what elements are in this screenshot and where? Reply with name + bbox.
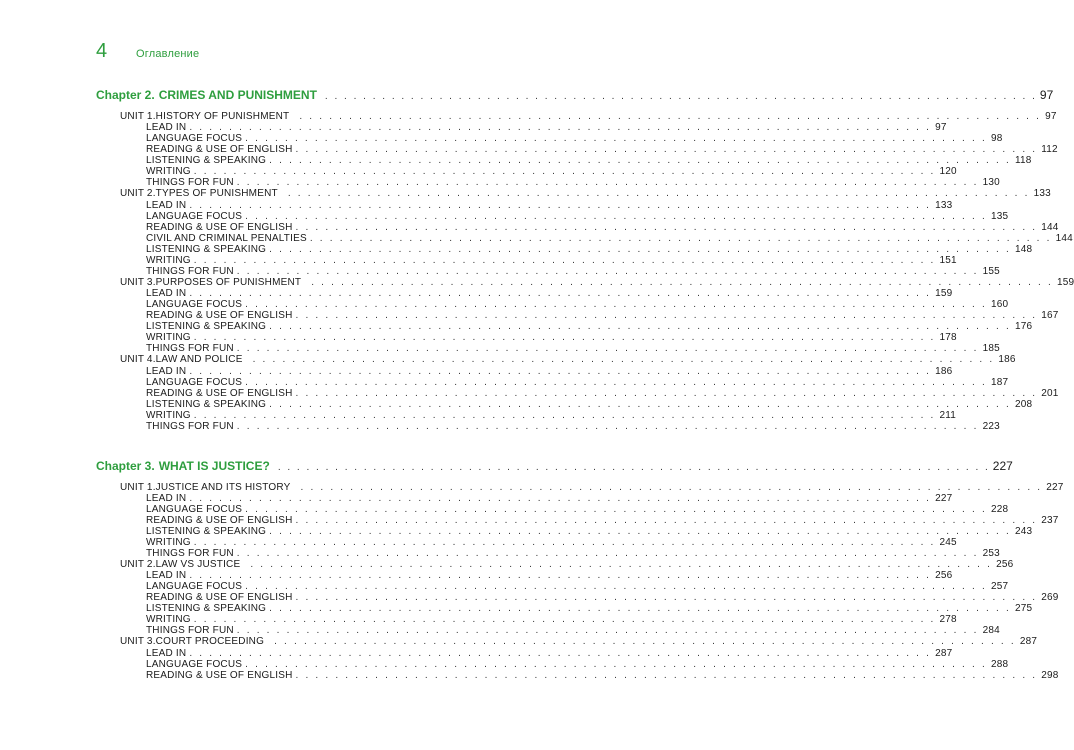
section-title: LISTENING & SPEAKING: [146, 243, 267, 255]
dot-leader: . . . . . . . . . . . . . . . . . . . . . . . . . . . . . . . . . . . . . . . . . . . . . . . . . . . . . . . . . . . . . . . . . . . . . . . . . . .: [252, 354, 995, 366]
section-title: THINGS FOR FUN: [146, 420, 234, 432]
section-page: 130: [982, 177, 1000, 189]
section-entry[interactable]: [96, 387, 1059, 399]
section-title: LANGUAGE FOCUS: [146, 376, 243, 388]
unit-entry[interactable]: [96, 481, 1064, 493]
section-page: 148: [1014, 243, 1033, 255]
section-entry[interactable]: [96, 210, 1009, 222]
section-entry[interactable]: [96, 243, 1033, 255]
section-title: LANGUAGE FOCUS: [146, 133, 243, 145]
dot-leader: . . . . . . . . . . . . . . . . . . . . . . . . . . . . . . . . . . . . . . . . . . . . . . . . . . . . . . . . . . . . . . . . . . . . . . . . . . .: [269, 398, 1011, 410]
section-page: 155: [982, 265, 1000, 277]
section-title: READING & USE OF ENGLISH: [146, 515, 293, 527]
dot-leader: . . . . . . . . . . . . . . . . . . . . . . . . . . . . . . . . . . . . . . . . . . . . . . . . . . . . . . . . . . . . . . . . . . . . . . . . . . .: [245, 133, 987, 145]
section-page: 287: [935, 647, 953, 659]
section-page: 223: [982, 420, 1000, 432]
running-title: Оглавление: [136, 48, 200, 60]
section-entry[interactable]: [96, 321, 1033, 333]
section-entry[interactable]: [96, 254, 957, 266]
section-entry[interactable]: [96, 647, 953, 659]
section-page: 257: [990, 581, 1009, 593]
unit-block: [96, 636, 1059, 681]
section-page: 298: [1041, 669, 1059, 681]
dot-leader: . . . . . . . . . . . . . . . . . . . . . . . . . . . . . . . . . . . . . . . . . . . . . . . . . . . . . . . . . . . . . . . . . . . . . . . . . . .: [295, 310, 1038, 322]
section-entry[interactable]: [96, 365, 953, 377]
section-entry[interactable]: [96, 144, 1058, 156]
section-title: READING & USE OF ENGLISH: [146, 310, 293, 322]
unit-entry[interactable]: [96, 354, 1016, 366]
section-title: LEAD IN: [146, 365, 187, 377]
unit-title: LAW AND POLICE: [155, 354, 243, 366]
section-entry[interactable]: [96, 614, 957, 626]
unit-label: UNIT 2.: [120, 559, 156, 571]
dot-leader: . . . . . . . . . . . . . . . . . . . . . . . . . . . . . . . . . . . . . . . . . . . . . . . . . . . . . . . . . . . . . . . . . . . . . . . . . . .: [324, 91, 1037, 102]
section-entry[interactable]: [96, 526, 1033, 538]
section-page: 269: [1041, 592, 1059, 604]
dot-leader: . . . . . . . . . . . . . . . . . . . . . . . . . . . . . . . . . . . . . . . . . . . . . . . . . . . . . . . . . . . . . . . . . . . . . . . . . . .: [295, 387, 1038, 399]
section-title: LANGUAGE FOCUS: [146, 504, 243, 516]
section-entry[interactable]: [96, 420, 1000, 432]
unit-block: [96, 111, 1058, 189]
section-title: LISTENING & SPEAKING: [146, 526, 267, 538]
dot-leader: . . . . . . . . . . . . . . . . . . . . . . . . . . . . . . . . . . . . . . . . . . . . . . . . . . . . . . . . . . . . . . . . . . . . . . . . . . .: [189, 365, 932, 377]
section-entry[interactable]: [96, 548, 1000, 560]
dot-leader: . . . . . . . . . . . . . . . . . . . . . . . . . . . . . . . . . . . . . . . . . . . . . . . . . . . . . . . . . . . . . . . . . . . . . . . . . . .: [269, 243, 1011, 255]
section-entry[interactable]: [96, 376, 1009, 388]
section-page: 243: [1014, 526, 1033, 538]
section-title: READING & USE OF ENGLISH: [146, 592, 293, 604]
unit-label: UNIT 1.: [120, 481, 156, 493]
section-page: 187: [990, 376, 1009, 388]
section-page: 284: [982, 625, 1000, 637]
dot-leader: . . . . . . . . . . . . . . . . . . . . . . . . . . . . . . . . . . . . . . . . . . . . . . . . . . . . . . . . . . . . . . . . . . . . . . . . . . .: [295, 515, 1038, 527]
dot-leader: . . . . . . . . . . . . . . . . . . . . . . . . . . . . . . . . . . . . . . . . . . . . . . . . . . . . . . . . . . . . . . . . . . . . . . . . . . .: [295, 221, 1038, 233]
chapter-page: 227: [992, 458, 1013, 473]
section-page: 186: [935, 365, 953, 377]
section-title: THINGS FOR FUN: [146, 548, 234, 560]
unit-page: 186: [998, 354, 1016, 366]
unit-label: UNIT 1.: [120, 111, 156, 122]
dot-leader: . . . . . . . . . . . . . . . . . . . . . . . . . . . . . . . . . . . . . . . . . . . . . . . . . . . . . . . . . . . . . . . . . . . . . . . . . . .: [193, 409, 936, 421]
section-entry[interactable]: [96, 658, 1009, 670]
dot-leader: . . . . . . . . . . . . . . . . . . . . . . . . . . . . . . . . . . . . . . . . . . . . . . . . . . . . . . . . . . . . . . . . . . . . . . . . . . .: [311, 276, 1053, 288]
section-entry[interactable]: [96, 288, 953, 300]
section-title: LEAD IN: [146, 570, 187, 582]
unit-entry[interactable]: [96, 276, 1074, 288]
dot-leader: . . . . . . . . . . . . . . . . . . . . . . . . . . . . . . . . . . . . . . . . . . . . . . . . . . . . . . . . . . . . . . . . . . . . . . . . . . .: [189, 288, 932, 300]
dot-leader: . . . . . . . . . . . . . . . . . . . . . . . . . . . . . . . . . . . . . . . . . . . . . . . . . . . . . . . . . . . . . . . . . . . . . . . . . . .: [189, 493, 932, 505]
section-page: 112: [1041, 144, 1058, 156]
section-page: 227: [935, 493, 953, 505]
dot-leader: . . . . . . . . . . . . . . . . . . . . . . . . . . . . . . . . . . . . . . . . . . . . . . . . . . . . . . . . . . . . . . . . . . . . . . . . . . .: [277, 461, 990, 473]
dot-leader: . . . . . . . . . . . . . . . . . . . . . . . . . . . . . . . . . . . . . . . . . . . . . . . . . . . . . . . . . . . . . . . . . . . . . . . . . . .: [189, 647, 932, 659]
section-entry[interactable]: [96, 504, 1009, 516]
section-entry[interactable]: [96, 122, 947, 134]
unit-block: [96, 559, 1059, 637]
dot-leader: . . . . . . . . . . . . . . . . . . . . . . . . . . . . . . . . . . . . . . . . . . . . . . . . . . . . . . . . . . . . . . . . . . . . . . . . . . .: [269, 603, 1011, 615]
section-entry[interactable]: [96, 669, 1059, 681]
section-page: 245: [939, 537, 957, 549]
dot-leader: . . . . . . . . . . . . . . . . . . . . . . . . . . . . . . . . . . . . . . . . . . . . . . . . . . . . . . . . . . . . . . . . . . . . . . . . . . .: [245, 504, 987, 516]
section-title: READING & USE OF ENGLISH: [146, 144, 293, 156]
section-title: READING & USE OF ENGLISH: [146, 221, 293, 233]
section-title: READING & USE OF ENGLISH: [146, 387, 293, 399]
section-entry[interactable]: [96, 310, 1059, 322]
section-page: 118: [1014, 155, 1032, 167]
section-entry[interactable]: [96, 155, 1032, 167]
section-title: THINGS FOR FUN: [146, 625, 234, 637]
section-page: 120: [939, 166, 957, 178]
section-entry[interactable]: [96, 409, 957, 421]
unit-page: 159: [1056, 276, 1074, 288]
unit-entry[interactable]: [96, 559, 1014, 571]
unit-title: HISTORY OF PUNISHMENT: [155, 111, 290, 122]
unit-block: [96, 481, 1064, 560]
section-entry[interactable]: [96, 166, 957, 178]
section-entry[interactable]: [96, 603, 1033, 615]
dot-leader: . . . . . . . . . . . . . . . . . . . . . . . . . . . . . . . . . . . . . . . . . . . . . . . . . . . . . . . . . . . . . . . . . . . . . . . . . . .: [245, 210, 987, 222]
section-title: LEAD IN: [146, 122, 187, 134]
section-page: 178: [939, 332, 957, 344]
dot-leader: . . . . . . . . . . . . . . . . . . . . . . . . . . . . . . . . . . . . . . . . . . . . . . . . . . . . . . . . . . . . . . . . . . . . . . . . . . .: [250, 559, 993, 571]
dot-leader: . . . . . . . . . . . . . . . . . . . . . . . . . . . . . . . . . . . . . . . . . . . . . . . . . . . . . . . . . . . . . . . . . . . . . . . . . . .: [189, 570, 932, 582]
section-title: LEAD IN: [146, 288, 187, 300]
unit-page: 97: [1045, 111, 1057, 122]
dot-leader: . . . . . . . . . . . . . . . . . . . . . . . . . . . . . . . . . . . . . . . . . . . . . . . . . . . . . . . . . . . . . . . . . . . . . . . . . . .: [274, 636, 1016, 648]
section-page: 144: [1041, 221, 1059, 233]
dot-leader: . . . . . . . . . . . . . . . . . . . . . . . . . . . . . . . . . . . . . . . . . . . . . . . . . . . . . . . . . . . . . . . . . . . . . . . . . . .: [193, 166, 936, 178]
section-title: LANGUAGE FOCUS: [146, 210, 243, 222]
section-page: 151: [939, 254, 957, 266]
section-title: LISTENING & SPEAKING: [146, 321, 267, 333]
section-title: WRITING: [146, 614, 191, 626]
section-title: LEAD IN: [146, 199, 187, 211]
dot-leader: . . . . . . . . . . . . . . . . . . . . . . . . . . . . . . . . . . . . . . . . . . . . . . . . . . . . . . . . . . . . . . . . . . . . . . . . . . .: [295, 669, 1038, 681]
unit-page: 227: [1046, 481, 1064, 493]
unit-title: COURT PROCEEDING: [155, 636, 265, 648]
section-entry[interactable]: [96, 570, 953, 582]
table-of-contents: [96, 87, 1074, 681]
section-entry[interactable]: [96, 592, 1059, 604]
section-entry[interactable]: [96, 232, 1073, 244]
section-entry[interactable]: [96, 265, 1000, 277]
unit-entry[interactable]: [96, 636, 1038, 648]
dot-leader: . . . . . . . . . . . . . . . . . . . . . . . . . . . . . . . . . . . . . . . . . . . . . . . . . . . . . . . . . . . . . . . . . . . . . . . . . . .: [236, 177, 979, 189]
section-title: CIVIL AND CRIMINAL PENALTIES: [146, 232, 307, 244]
unit-label: UNIT 3.: [120, 276, 156, 288]
unit-label: UNIT 4.: [120, 354, 156, 366]
section-title: LISTENING & SPEAKING: [146, 603, 267, 615]
section-entry[interactable]: [96, 625, 1000, 637]
chapter-title: CRIMES AND PUNISHMENT: [158, 88, 317, 102]
dot-leader: . . . . . . . . . . . . . . . . . . . . . . . . . . . . . . . . . . . . . . . . . . . . . . . . . . . . . . . . . . . . . . . . . . . . . . . . . . .: [236, 420, 979, 432]
section-entry[interactable]: [96, 199, 953, 211]
section-title: LEAD IN: [146, 493, 187, 505]
section-page: 133: [935, 199, 953, 211]
section-page: 185: [982, 343, 1000, 355]
section-entry[interactable]: [96, 332, 957, 344]
dot-leader: . . . . . . . . . . . . . . . . . . . . . . . . . . . . . . . . . . . . . . . . . . . . . . . . . . . . . . . . . . . . . . . . . . . . . . . . . . .: [193, 614, 936, 626]
section-page: 228: [990, 504, 1009, 516]
dot-leader: . . . . . . . . . . . . . . . . . . . . . . . . . . . . . . . . . . . . . . . . . . . . . . . . . . . . . . . . . . . . . . . . . . . . . . . . . . .: [236, 265, 979, 277]
chapter-label: Chapter 3.: [96, 458, 155, 473]
unit-label: UNIT 3.: [120, 636, 156, 648]
section-title: LISTENING & SPEAKING: [146, 155, 267, 167]
dot-leader: . . . . . . . . . . . . . . . . . . . . . . . . . . . . . . . . . . . . . . . . . . . . . . . . . . . . . . . . . . . . . . . . . . . . . . . . . . .: [287, 188, 1030, 200]
section-entry[interactable]: [96, 515, 1059, 527]
section-page: 278: [939, 614, 957, 626]
section-title: THINGS FOR FUN: [146, 343, 234, 355]
chapter-entry[interactable]: [96, 458, 1013, 476]
section-entry[interactable]: [96, 581, 1009, 593]
chapter-page: 97: [1039, 88, 1054, 102]
chapter-title: WHAT IS JUSTICE?: [158, 458, 270, 473]
section-title: LANGUAGE FOCUS: [146, 581, 243, 593]
page-number: 4: [96, 40, 108, 62]
dot-leader: . . . . . . . . . . . . . . . . . . . . . . . . . . . . . . . . . . . . . . . . . . . . . . . . . . . . . . . . . . . . . . . . . . . . . . . . . . .: [193, 254, 936, 266]
chapter-entry[interactable]: [96, 87, 1054, 105]
section-page: 160: [990, 299, 1009, 311]
section-entry[interactable]: [96, 299, 1009, 311]
section-page: 288: [990, 658, 1009, 670]
unit-block: [96, 188, 1073, 277]
dot-leader: . . . . . . . . . . . . . . . . . . . . . . . . . . . . . . . . . . . . . . . . . . . . . . . . . . . . . . . . . . . . . . . . . . . . . . . . . . .: [189, 199, 932, 211]
unit-page: 287: [1019, 636, 1038, 648]
dot-leader: . . . . . . . . . . . . . . . . . . . . . . . . . . . . . . . . . . . . . . . . . . . . . . . . . . . . . . . . . . . . . . . . . . . . . . . . . . .: [295, 592, 1038, 604]
section-title: WRITING: [146, 166, 191, 178]
section-page: 176: [1014, 321, 1033, 333]
unit-entry[interactable]: [96, 111, 1057, 122]
dot-leader: . . . . . . . . . . . . . . . . . . . . . . . . . . . . . . . . . . . . . . . . . . . . . . . . . . . . . . . . . . . . . . . . . . . . . . . . . . .: [309, 232, 1052, 244]
unit-page: 133: [1033, 188, 1051, 200]
dot-leader: . . . . . . . . . . . . . . . . . . . . . . . . . . . . . . . . . . . . . . . . . . . . . . . . . . . . . . . . . . . . . . . . . . . . . . . . . . .: [236, 343, 979, 355]
section-entry[interactable]: [96, 398, 1033, 410]
unit-label: UNIT 2.: [120, 188, 156, 200]
unit-title: LAW VS JUSTICE: [155, 559, 241, 571]
dot-leader: . . . . . . . . . . . . . . . . . . . . . . . . . . . . . . . . . . . . . . . . . . . . . . . . . . . . . . . . . . . . . . . . . . . . . . . . . . .: [269, 526, 1011, 538]
section-entry[interactable]: [96, 493, 953, 505]
dot-leader: . . . . . . . . . . . . . . . . . . . . . . . . . . . . . . . . . . . . . . . . . . . . . . . . . . . . . . . . . . . . . . . . . . . . . . . . . . .: [269, 155, 1011, 167]
section-page: 275: [1014, 603, 1033, 615]
section-title: LEAD IN: [146, 647, 187, 659]
section-entry[interactable]: [96, 177, 1000, 189]
dot-leader: . . . . . . . . . . . . . . . . . . . . . . . . . . . . . . . . . . . . . . . . . . . . . . . . . . . . . . . . . . . . . . . . . . . . . . . . . . .: [236, 548, 979, 560]
unit-page: 256: [996, 559, 1014, 571]
section-title: WRITING: [146, 332, 191, 344]
section-page: 144: [1055, 232, 1073, 244]
section-page: 167: [1041, 310, 1059, 322]
unit-entry[interactable]: [96, 188, 1051, 200]
dot-leader: . . . . . . . . . . . . . . . . . . . . . . . . . . . . . . . . . . . . . . . . . . . . . . . . . . . . . . . . . . . . . . . . . . . . . . . . . . .: [193, 537, 936, 549]
section-entry[interactable]: [96, 537, 957, 549]
chapter-label: Chapter 2.: [96, 88, 155, 102]
section-page: 201: [1041, 387, 1059, 399]
section-title: LANGUAGE FOCUS: [146, 299, 243, 311]
dot-leader: . . . . . . . . . . . . . . . . . . . . . . . . . . . . . . . . . . . . . . . . . . . . . . . . . . . . . . . . . . . . . . . . . . . . . . . . . . .: [269, 321, 1011, 333]
section-title: LISTENING & SPEAKING: [146, 398, 267, 410]
dot-leader: . . . . . . . . . . . . . . . . . . . . . . . . . . . . . . . . . . . . . . . . . . . . . . . . . . . . . . . . . . . . . . . . . . . . . . . . . . .: [299, 111, 1042, 122]
section-entry[interactable]: [96, 343, 1000, 355]
section-page: 97: [935, 122, 947, 134]
dot-leader: . . . . . . . . . . . . . . . . . . . . . . . . . . . . . . . . . . . . . . . . . . . . . . . . . . . . . . . . . . . . . . . . . . . . . . . . . . .: [295, 144, 1038, 156]
section-page: 253: [982, 548, 1000, 560]
dot-leader: . . . . . . . . . . . . . . . . . . . . . . . . . . . . . . . . . . . . . . . . . . . . . . . . . . . . . . . . . . . . . . . . . . . . . . . . . . .: [300, 481, 1043, 493]
unit-block: [96, 276, 1074, 355]
section-page: 237: [1041, 515, 1059, 527]
section-title: LANGUAGE FOCUS: [146, 658, 243, 670]
section-title: THINGS FOR FUN: [146, 177, 234, 189]
page-header: [96, 40, 199, 63]
section-title: WRITING: [146, 537, 191, 549]
section-title: WRITING: [146, 254, 191, 266]
dot-leader: . . . . . . . . . . . . . . . . . . . . . . . . . . . . . . . . . . . . . . . . . . . . . . . . . . . . . . . . . . . . . . . . . . . . . . . . . . .: [245, 581, 987, 593]
section-page: 208: [1014, 398, 1033, 410]
section-title: THINGS FOR FUN: [146, 265, 234, 277]
unit-title: TYPES OF PUNISHMENT: [155, 188, 278, 200]
unit-title: JUSTICE AND ITS HISTORY: [155, 481, 291, 493]
dot-leader: . . . . . . . . . . . . . . . . . . . . . . . . . . . . . . . . . . . . . . . . . . . . . . . . . . . . . . . . . . . . . . . . . . . . . . . . . . .: [245, 299, 987, 311]
dot-leader: . . . . . . . . . . . . . . . . . . . . . . . . . . . . . . . . . . . . . . . . . . . . . . . . . . . . . . . . . . . . . . . . . . . . . . . . . . .: [245, 376, 987, 388]
section-title: WRITING: [146, 409, 191, 421]
unit-block: [96, 354, 1059, 432]
dot-leader: . . . . . . . . . . . . . . . . . . . . . . . . . . . . . . . . . . . . . . . . . . . . . . . . . . . . . . . . . . . . . . . . . . . . . . . . . . .: [236, 625, 979, 637]
section-page: 256: [935, 570, 953, 582]
section-entry[interactable]: [96, 221, 1059, 233]
section-page: 159: [935, 288, 953, 300]
section-page: 211: [939, 409, 957, 421]
dot-leader: . . . . . . . . . . . . . . . . . . . . . . . . . . . . . . . . . . . . . . . . . . . . . . . . . . . . . . . . . . . . . . . . . . . . . . . . . . .: [189, 122, 932, 134]
section-entry[interactable]: [96, 133, 1003, 145]
section-page: 135: [990, 210, 1009, 222]
dot-leader: . . . . . . . . . . . . . . . . . . . . . . . . . . . . . . . . . . . . . . . . . . . . . . . . . . . . . . . . . . . . . . . . . . . . . . . . . . .: [245, 658, 987, 670]
section-page: 98: [990, 133, 1003, 145]
unit-title: PURPOSES OF PUNISHMENT: [155, 276, 302, 288]
dot-leader: . . . . . . . . . . . . . . . . . . . . . . . . . . . . . . . . . . . . . . . . . . . . . . . . . . . . . . . . . . . . . . . . . . . . . . . . . . .: [193, 332, 936, 344]
section-title: READING & USE OF ENGLISH: [146, 669, 293, 681]
